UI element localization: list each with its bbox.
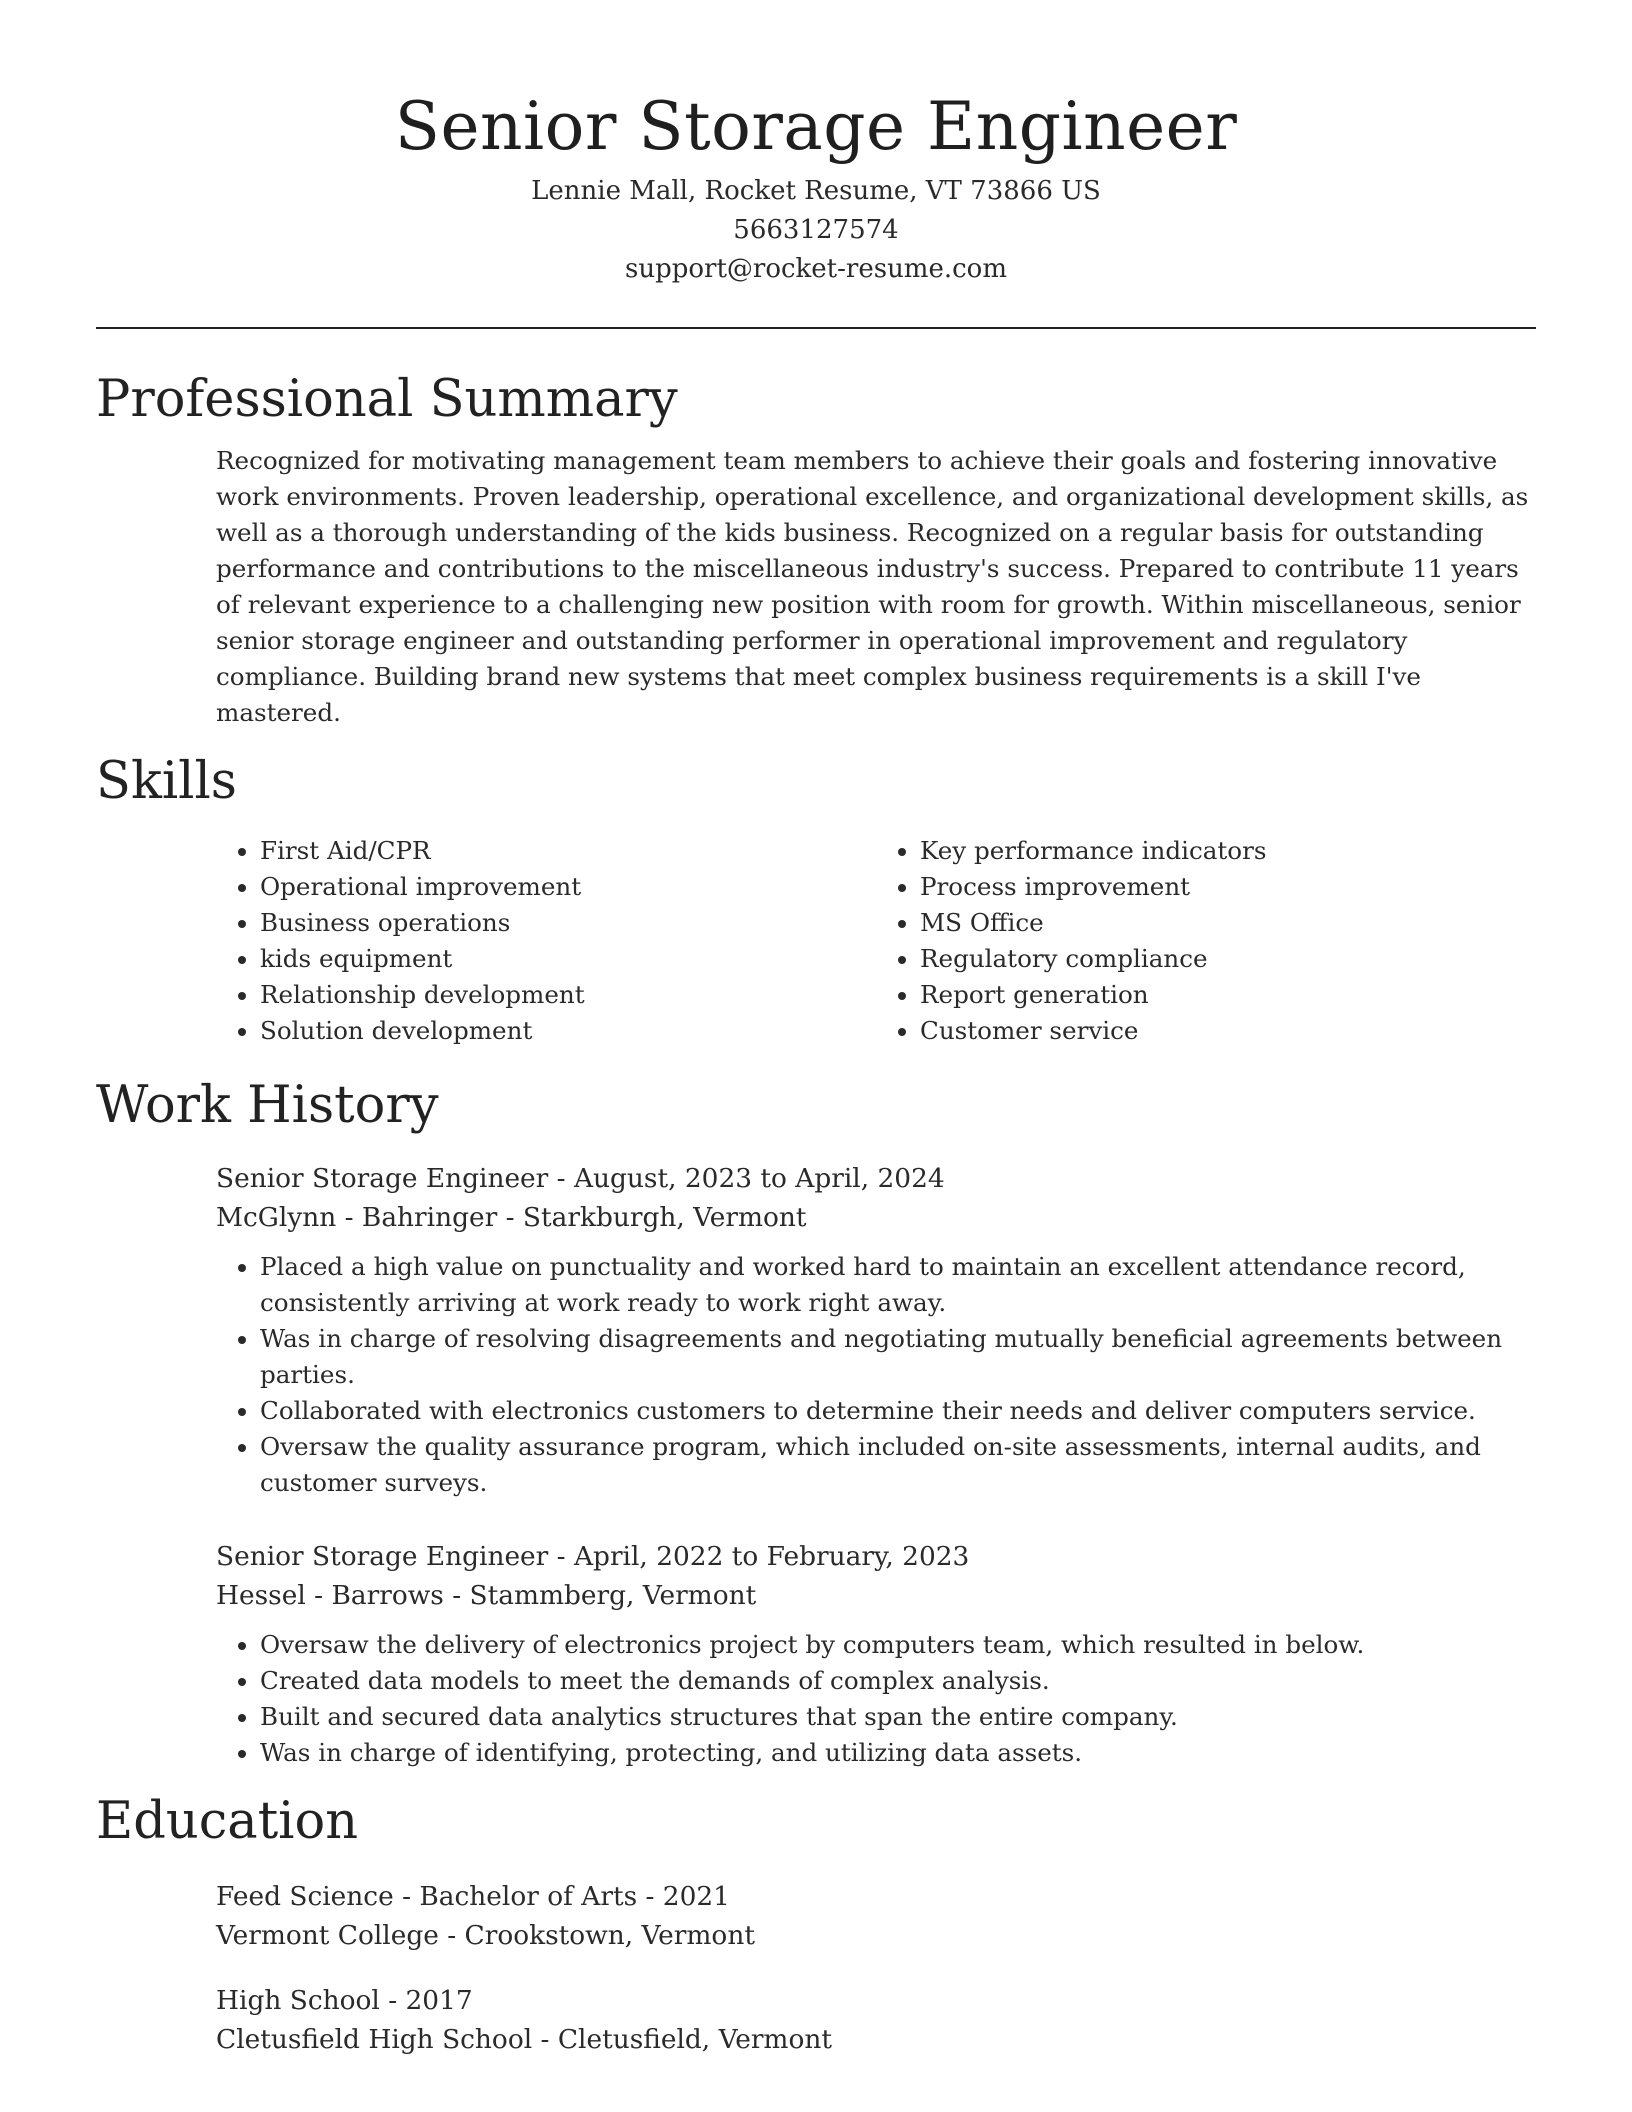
job-bullet: • Collaborated with electronics customers to determine their needs and deliver computers service. (260, 1393, 1536, 1429)
job-entry (216, 1537, 1536, 1771)
education-heading: Education (96, 1792, 359, 1851)
resume-header (96, 82, 1536, 289)
skill-item: • kids equipment (260, 941, 876, 977)
skill-item: • Report generation (920, 977, 1536, 1013)
job-bullets (216, 1249, 1536, 1501)
education-degree: Feed Science - Bachelor of Arts - 2021 (216, 1881, 730, 1912)
work-history-heading: Work History (96, 1076, 439, 1135)
header-divider (96, 327, 1536, 329)
education-school: Cletusfield High School - Cletusfield, Vermont (216, 2024, 832, 2055)
skill-item: • Operational improvement (260, 869, 876, 905)
education-school: Vermont College - Crookstown, Vermont (216, 1920, 755, 1951)
skill-item: • Process improvement (920, 869, 1536, 905)
skills-column-left (216, 833, 876, 1049)
skill-item: • MS Office (920, 905, 1536, 941)
skills-grid (216, 833, 1536, 1049)
contact-email: support@rocket-resume.com (624, 254, 1007, 284)
skill-item: • Regulatory compliance (920, 941, 1536, 977)
summary-heading: Professional Summary (96, 370, 678, 429)
contact-phone: 5663127574 (733, 215, 899, 245)
job-title-dates: Senior Storage Engineer - August, 2023 to April, 2024 (216, 1163, 945, 1194)
job-bullet: • Built and secured data analytics structures that span the entire company. (260, 1699, 1536, 1735)
skill-item: • Relationship development (260, 977, 876, 1013)
job-bullet: • Oversaw the quality assurance program, which included on-site assessments, internal audits, and customer surveys. (260, 1429, 1536, 1501)
skills-column-right (876, 833, 1536, 1049)
job-header (216, 1537, 1536, 1615)
skills-section (96, 751, 1536, 1049)
job-bullets (216, 1627, 1536, 1771)
education-degree: High School - 2017 (216, 1985, 473, 2016)
education-section (96, 1791, 1536, 2059)
job-bullet: • Created data models to meet the demands of complex analysis. (260, 1663, 1536, 1699)
education-entry (216, 1981, 1536, 2059)
skills-heading: Skills (96, 752, 237, 811)
skill-item: • Solution development (260, 1013, 876, 1049)
job-bullet: • Was in charge of resolving disagreements and negotiating mutually beneficial agreements between parties. (260, 1321, 1536, 1393)
work-history-section (96, 1075, 1536, 1771)
skill-item: • Business operations (260, 905, 876, 941)
summary-section (96, 369, 1536, 731)
skill-item: • Customer service (920, 1013, 1536, 1049)
contact-address: Lennie Mall, Rocket Resume, VT 73866 US (531, 176, 1101, 206)
summary-paragraph: Recognized for motivating management team members to achieve their goals and fostering innovative work environments. Proven leadership, operational excellence, and organizational development skills, as well as a thorough understanding of the kids business. Recognized on a regular basis for outstanding performance and contributions to the miscellaneous industry's success. Prepared to contribute 11 years of relevant experience to a challenging new position with room for growth. Within miscellaneous, senior senior storage engineer and outstanding performer in operational improvement and regulatory compliance. Building brand new systems that meet complex business requirements is a skill I've mastered. (216, 446, 1529, 727)
job-bullet: • Placed a high value on punctuality and worked hard to maintain an excellent attendance record, consistently arriving at work ready to work right away. (260, 1249, 1536, 1321)
job-header (216, 1159, 1536, 1237)
skill-item: • Key performance indicators (920, 833, 1536, 869)
education-entry (216, 1877, 1536, 1955)
job-employer-location: Hessel - Barrows - Stammberg, Vermont (216, 1580, 757, 1611)
job-employer-location: McGlynn - Bahringer - Starkburgh, Vermont (216, 1202, 807, 1233)
candidate-title: Senior Storage Engineer (394, 88, 1238, 165)
job-title-dates: Senior Storage Engineer - April, 2022 to February, 2023 (216, 1541, 970, 1572)
job-bullet: • Oversaw the delivery of electronics project by computers team, which resulted in below. (260, 1627, 1536, 1663)
skill-item: • First Aid/CPR (260, 833, 876, 869)
job-entry (216, 1159, 1536, 1501)
job-bullet: • Was in charge of identifying, protecting, and utilizing data assets. (260, 1735, 1536, 1771)
